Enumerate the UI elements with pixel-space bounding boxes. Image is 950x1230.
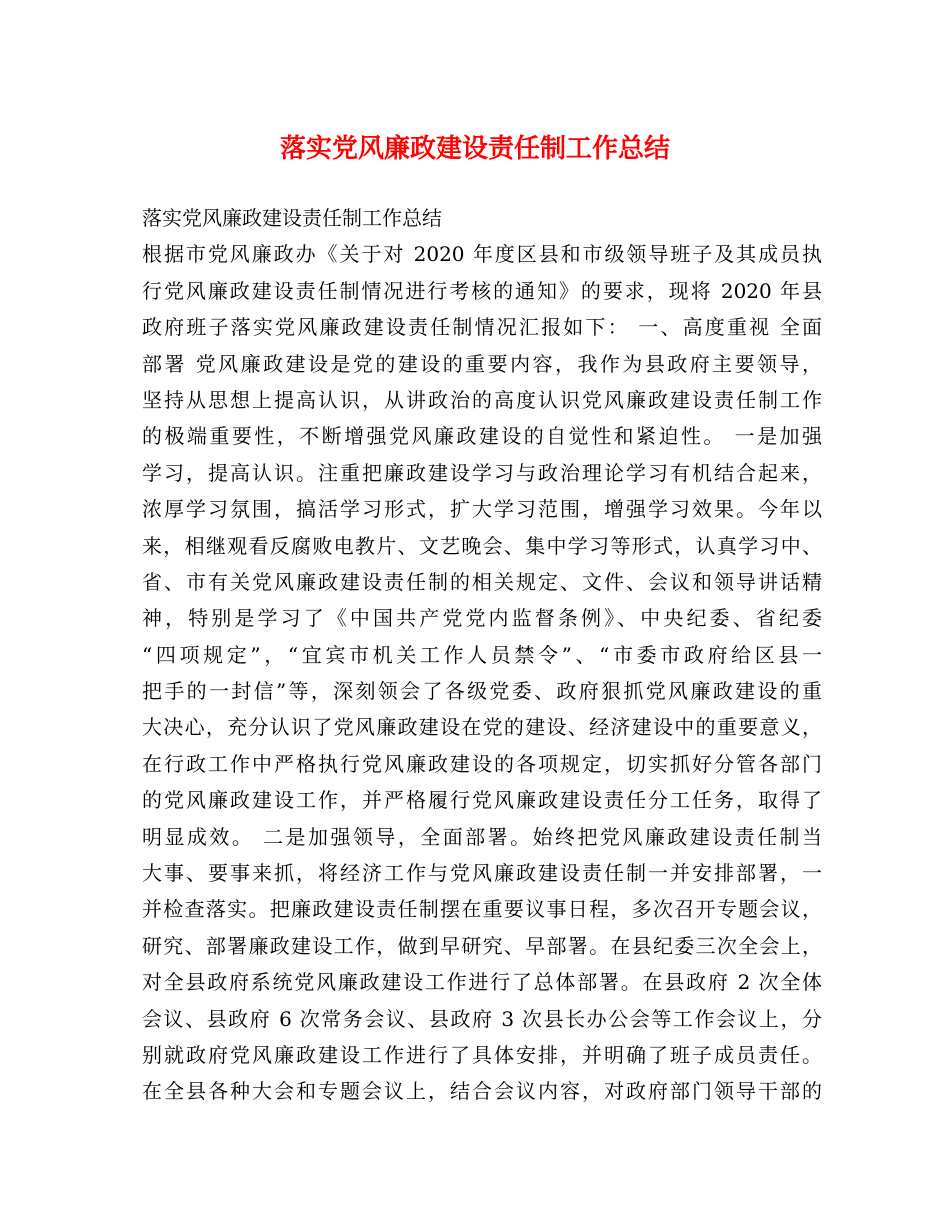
body-line: 研究、部署廉政建设工作，做到早研究、早部署。在县纪委三次全会上， <box>142 933 822 958</box>
body-line: 神，特别是学习了《中国共产党党内监督条例》、中央纪委、省纪委 <box>142 606 822 631</box>
body-line: 并检查落实。把廉政建设责任制摆在重要议事日程，多次召开专题会议， <box>142 897 822 922</box>
body-line: 在行政工作中严格执行党风廉政建设的各项规定，切实抓好分管各部门 <box>142 751 822 776</box>
body-line: 省、市有关党风廉政建设责任制的相关规定、文件、会议和领导讲话精 <box>142 569 822 594</box>
document-body <box>142 200 822 1110</box>
body-line: 大决心，充分认识了党风廉政建设在党的建设、经济建设中的重要意义， <box>142 715 822 740</box>
body-line: 明显成效。 二是加强领导，全面部署。始终把党风廉政建设责任制当 <box>142 824 822 849</box>
body-line: 部署 党风廉政建设是党的建设的重要内容，我作为县政府主要领导， <box>142 351 822 376</box>
body-line: 别就政府党风廉政建设工作进行了具体安排，并明确了班子成员责任。 <box>142 1042 822 1067</box>
body-line: 浓厚学习氛围，搞活学习形式，扩大学习范围，增强学习效果。今年以 <box>142 497 822 522</box>
body-line: 根据市党风廉政办《关于对 2020 年度区县和市级领导班子及其成员执 <box>142 242 822 267</box>
body-line: 大事、要事来抓，将经济工作与党风廉政建设责任制一并安排部署，一 <box>142 861 822 886</box>
body-line: 在全县各种大会和专题会议上，结合会议内容，对政府部门领导干部的 <box>142 1079 822 1104</box>
body-line: 落实党风廉政建设责任制工作总结 <box>142 206 442 230</box>
body-line: 行党风廉政建设责任制情况进行考核的通知》的要求，现将 2020 年县 <box>142 278 822 303</box>
body-line: 对全县政府系统党风廉政建设工作进行了总体部署。在县政府 2 次全体 <box>142 970 822 995</box>
body-line: 的党风廉政建设工作，并严格履行党风廉政建设责任分工任务，取得了 <box>142 788 822 813</box>
body-line: 来，相继观看反腐败电教片、文艺晚会、集中学习等形式，认真学习中、 <box>142 533 822 558</box>
body-line: 的极端重要性，不断增强党风廉政建设的自觉性和紧迫性。 一是加强 <box>142 424 822 449</box>
body-line: 会议、县政府 6 次常务会议、县政府 3 次县长办公会等工作会议上，分 <box>142 1006 822 1031</box>
body-line: 把手的一封信”等，深刻领会了各级党委、政府狠抓党风廉政建设的重 <box>142 679 822 704</box>
body-line: 坚持从思想上提高认识，从讲政治的高度认识党风廉政建设责任制工作 <box>142 387 822 412</box>
body-line: 学习，提高认识。注重把廉政建设学习与政治理论学习有机结合起来， <box>142 460 822 485</box>
document-title: 落实党风廉政建设责任制工作总结 <box>279 134 670 164</box>
body-line: 政府班子落实党风廉政建设责任制情况汇报如下： 一、高度重视 全面 <box>142 315 822 340</box>
body-line: “四项规定”，“宜宾市机关工作人员禁令”、“市委市政府给区县一 <box>142 642 822 667</box>
